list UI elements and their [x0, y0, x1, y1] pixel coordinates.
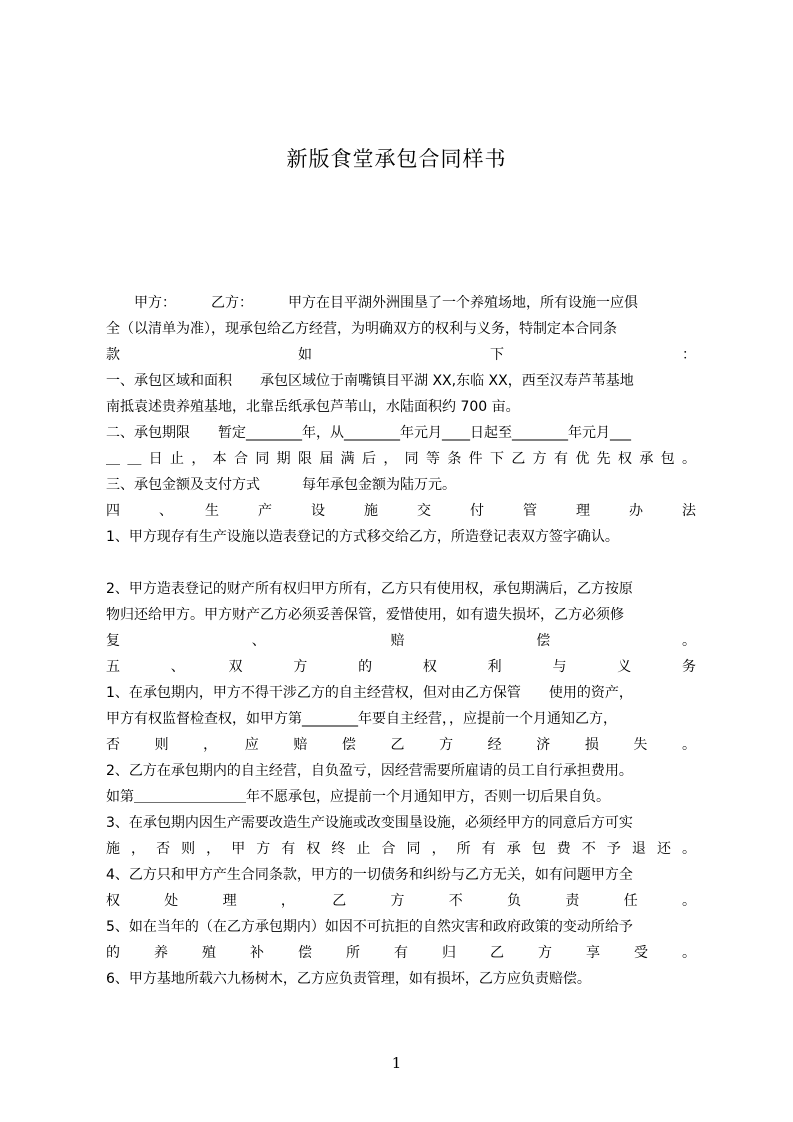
text-line: 1、在承包期内，甲方不得干涉乙方的自主经营权，但对由乙方保管 使用的资产，	[106, 685, 633, 701]
text-line: 物归还给甲方。甲方财产乙方必须妥善保管，爱惜使用，如有遗失损坏，乙方必须修	[106, 607, 624, 623]
document-title: 新版食堂承包合同样书	[286, 147, 507, 171]
text-line: 2、乙方在承包期内的自主经营，自负盈亏，因经营需要所雇请的员工自行承担费用。	[106, 763, 633, 779]
text-line: 否 则 ， 应 赔 偿 乙 方 经 济 损 失 。	[106, 737, 696, 753]
text-line: 权 处 理 ， 乙 方 不 负 责 任 。	[106, 893, 696, 909]
text-line: 甲方： 乙方： 甲方在目平湖外洲围垦了一个养殖场地，所有设施一应俱	[106, 295, 638, 311]
text-line: 3、在承包期内因生产需要改造生产设施或改变围垦设施，必须经甲方的同意后方可实	[106, 815, 633, 831]
text-line: 款 如 下 ：	[106, 347, 696, 363]
text-line: 二、承包期限 暂定________年，从________年元月____日起至________年元月___	[106, 425, 631, 441]
section-heading: 四 、 生 产 设 施 交 付 管 理 办 法	[106, 503, 696, 519]
text-line: ＿＿日止，本合同期限届满后，同等条件下乙方有优先权承包。	[106, 451, 696, 467]
text-line: 南抵袁述贵养殖基地，北靠岳纸承包芦苇山，水陆面积约 700 亩。	[106, 399, 520, 415]
text-line: 全（以清单为准），现承包给乙方经营，为明确双方的权利与义务，特制定本合同条	[106, 321, 617, 337]
text-line: 4、乙方只和甲方产生合同条款，甲方的一切债务和纠纷与乙方无关，如有问题甲方全	[106, 867, 633, 883]
text-line: 施，否则，甲方有权终止合同，所有承包费不予退还。	[106, 841, 696, 857]
text-line: 的 养 殖 补 偿 所 有 归 乙 方 享 受 。	[106, 945, 696, 961]
text-line: 1、甲方现存有生产设施以造表登记的方式移交给乙方，所造登记表双方签字确认。	[106, 529, 619, 545]
page-number: 1	[391, 1054, 402, 1072]
text-line: 如第＿＿＿＿＿＿＿＿年不愿承包，应提前一个月通知甲方，否则一切后果自负。	[106, 789, 610, 805]
text-line: 5、如在当年的（在乙方承包期内）如因不可抗拒的自然灾害和政府政策的变动所给予	[106, 919, 633, 935]
text-line: 复 、 赔 偿 。	[106, 633, 696, 649]
text-line: 三、承包金额及支付方式 每年承包金额为陆万元。	[106, 477, 456, 493]
text-line: 甲方有权监督检查权，如甲方第________年要自主经营，，应提前一个月通知乙方，	[106, 711, 617, 727]
document-body	[106, 290, 696, 992]
text-line: 一、承包区域和面积 承包区域位于南嘴镇目平湖 XX,东临 XX，西至汉寿芦苇基地	[106, 373, 634, 389]
blank-line	[106, 550, 696, 576]
text-line: 6、甲方基地所载六九杨树木，乙方应负责管理，如有损坏，乙方应负责赔偿。	[106, 971, 591, 987]
section-heading: 五 、 双 方 的 权 利 与 义 务	[106, 659, 696, 675]
text-line: 2、甲方造表登记的财产所有权归甲方所有，乙方只有使用权，承包期满后，乙方按原	[106, 581, 633, 597]
